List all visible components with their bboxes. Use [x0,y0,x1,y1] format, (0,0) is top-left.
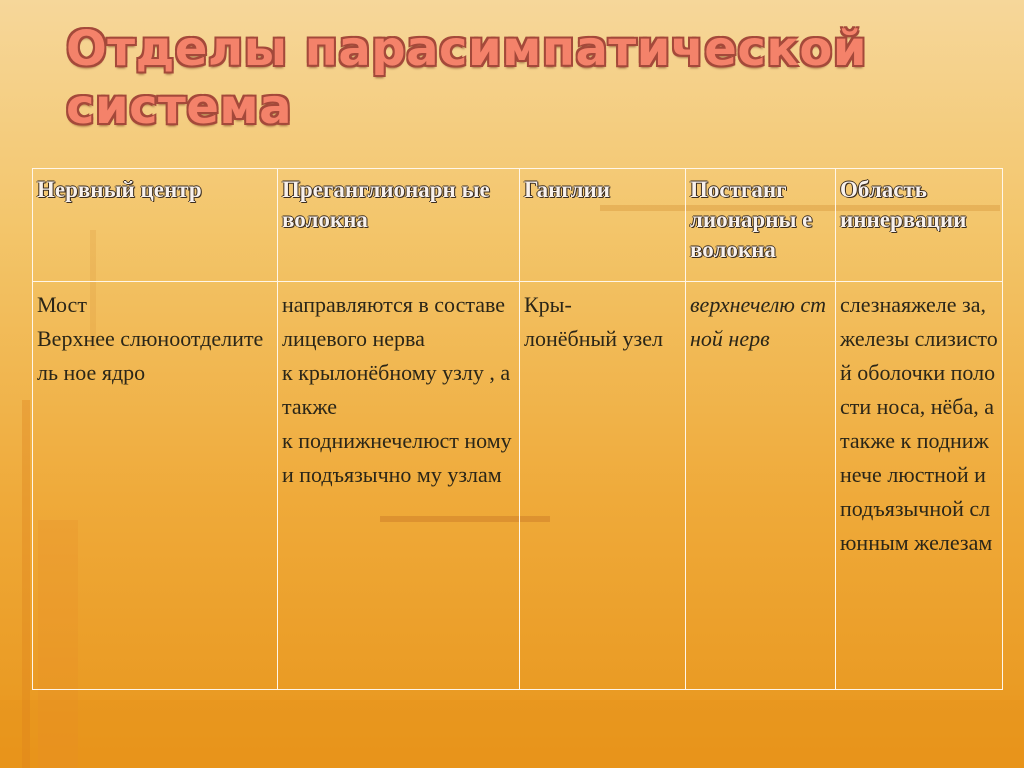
header-innervation-area: Область иннервации [836,169,1003,282]
cell-innervation-text: слезнаяжеле за, железы слизистой оболочки полости носа, нёба, а также к поднижнече люстной и подъязычной слюнным железам [840,292,998,555]
cell-ganglia [520,282,686,690]
parasympathetic-table [32,168,1003,690]
table-row [33,282,1003,690]
header-postganglionic-fibers: Постганг лионарны е волокна [686,169,836,282]
cell-postganglionic [686,282,836,690]
header-ganglia: Ганглии [520,169,686,282]
slide-title-line-1: Отделы парасимпатической [66,21,867,77]
cell-postganglionic-text: верхнечелю стной нерв [690,292,826,351]
header-nerve-center: Нервный центр [33,169,278,282]
header-preganglionic-fibers: Преганглионарн ые волокна [278,169,520,282]
table-header-row [33,169,1003,282]
cell-preganglionic [278,282,520,690]
slide-title [66,20,966,136]
cell-innervation [836,282,1003,690]
cell-nerve-center [33,282,278,690]
cell-nerve-center-text: Мост Верхнее слюноотделитель ное ядро [37,292,264,385]
cell-ganglia-text: Кры- лонёбный узел [524,292,663,351]
slide-title-line-2: система [66,79,293,135]
cell-preganglionic-text: направляются в составе лицевого нерва к крылонёбному узлу , а также к поднижнечелюст ному и подъязычно му узлам [282,292,512,487]
